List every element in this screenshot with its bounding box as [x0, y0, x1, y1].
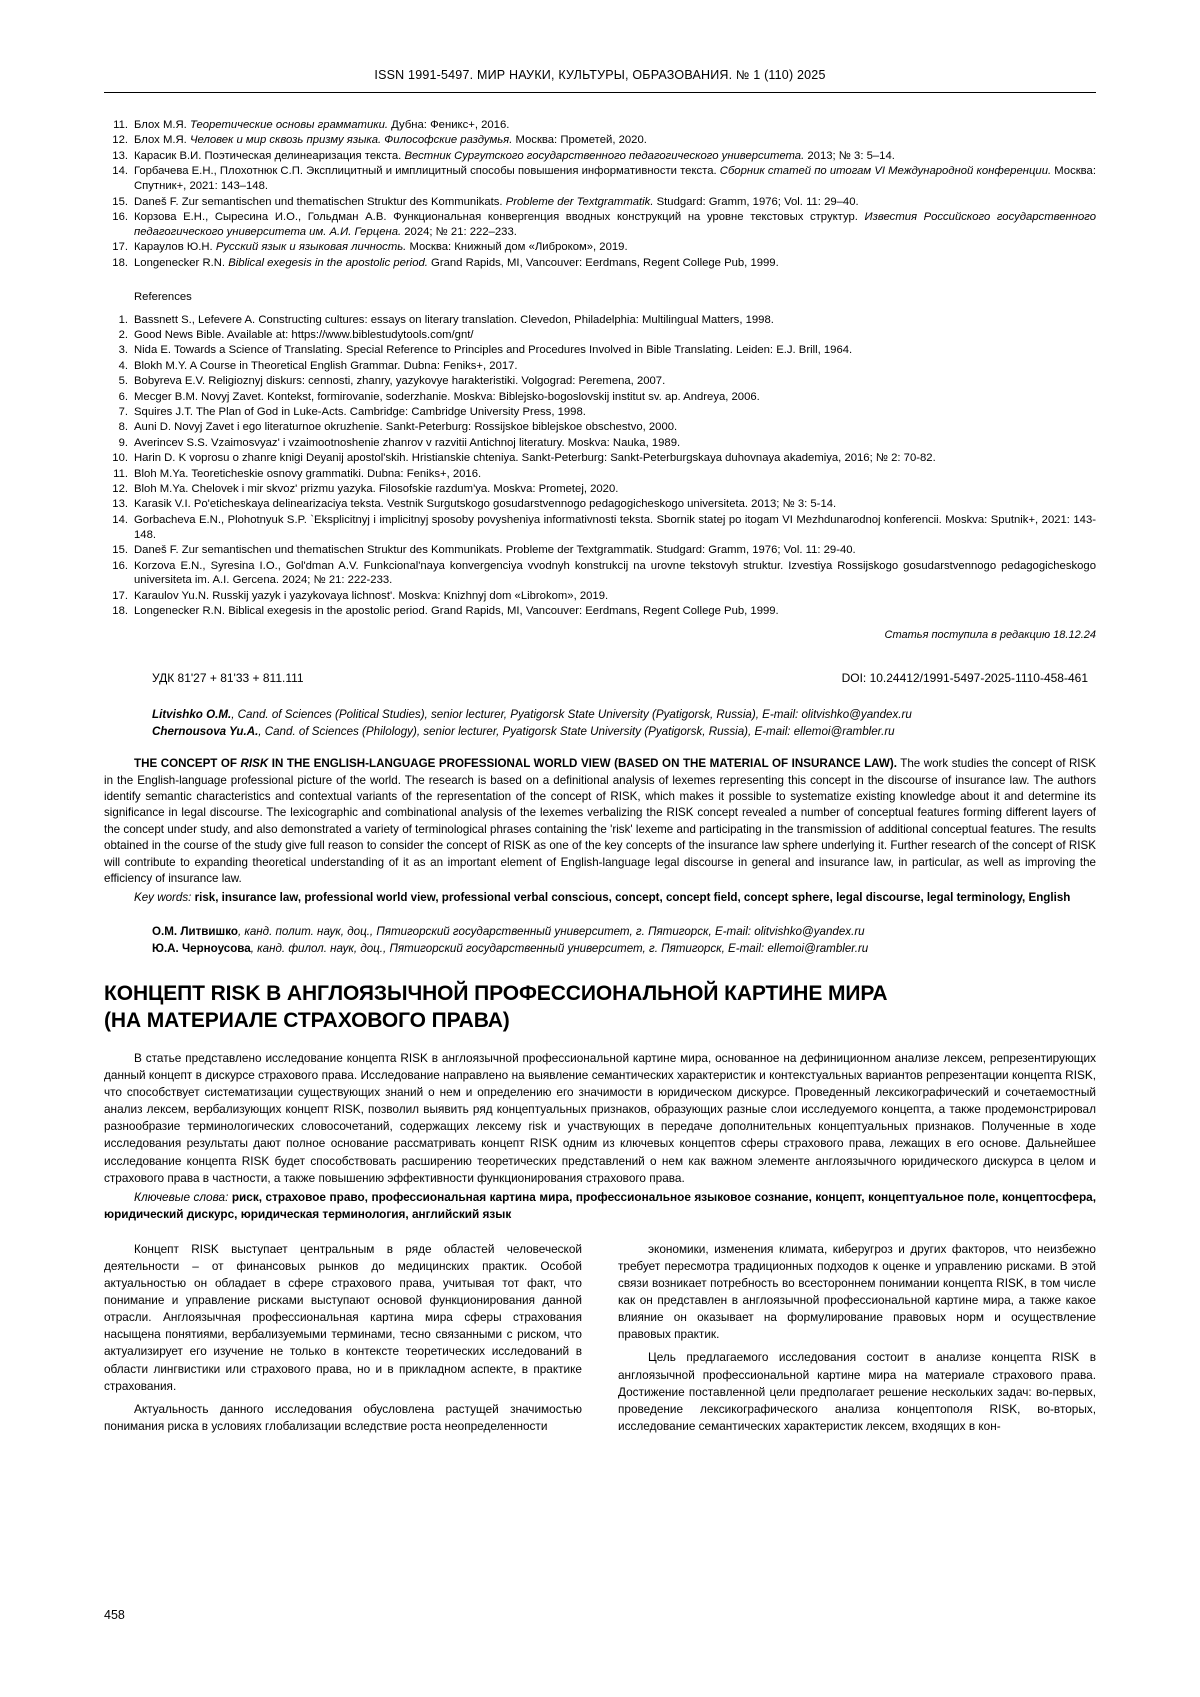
body-columns — [104, 1241, 1096, 1435]
reference-item — [104, 313, 1096, 328]
reference-number: 14. — [112, 513, 128, 526]
reference-number: 13. — [112, 498, 128, 511]
bibliography-transliterated — [104, 313, 1096, 620]
author-name: Litvishko O.M. — [152, 708, 232, 722]
author-affiliation: , Cand. of Sciences (Philology), senior lecturer, Pyatigorsk State University (Pyatigorsk, Russia), E-mail: ellemoi@rambler.ru — [258, 724, 895, 738]
title-english-lead: THE CONCEPT OF — [134, 757, 241, 771]
reference-item — [104, 543, 1096, 558]
keywords-english-label: Key words: — [134, 890, 192, 904]
reference-item — [104, 149, 1096, 164]
reference-item — [104, 256, 1096, 271]
reference-text: Squires J.T. The Plan of God in Luke-Acts. Cambridge: Cambridge University Press, 1998. — [134, 406, 586, 418]
author-affiliation: , канд. полит. наук, доц., Пятигорский государственный университет, г. Пятигорск, E-mail: olitvishko@yandex.ru — [237, 925, 865, 939]
body-column-left — [104, 1241, 582, 1435]
reference-item — [104, 328, 1096, 343]
reference-item — [104, 240, 1096, 255]
reference-item — [104, 118, 1096, 133]
reference-number: 11. — [113, 467, 128, 480]
reference-number: 11. — [113, 119, 128, 131]
reference-text: Блох М.Я. Человек и мир сквозь призму языка. Философские раздумья. Москва: Прометей, 2020. — [134, 134, 647, 147]
author-affiliation: , канд. филол. наук, доц., Пятигорский государственный университет, г. Пятигорск, E-mail: ellemoi@rambler.ru — [250, 941, 869, 955]
doi-code[interactable]: DOI: 10.24412/1991-5497-2025-1110-458-461 — [841, 671, 1088, 686]
reference-number: 9. — [118, 436, 128, 449]
keywords-russian-text: риск, страховое право, профессиональная картина мира, профессиональное языковое сознание, концепт, концептуальное поле, концептосфера, юридический дискурс, юридическая терминология, английский язык — [104, 1189, 1096, 1221]
abstract-english — [104, 756, 1096, 888]
reference-text: Блох М.Я. Теоретические основы грамматики. Дубна: Феникс+, 2016. — [134, 119, 510, 131]
reference-item — [104, 343, 1096, 358]
udk-doi-row — [104, 671, 1096, 685]
reference-number: 16. — [112, 210, 128, 223]
reference-item — [104, 482, 1096, 497]
reference-item — [104, 604, 1096, 619]
reference-text: Good News Bible. Available at: https://www.biblestudytools.com/gnt/ — [134, 328, 474, 341]
reference-number: 4. — [118, 359, 128, 372]
reference-text: Blokh M.Y. A Course in Theoretical English Grammar. Dubna: Feniks+, 2017. — [134, 359, 518, 372]
reference-text: Bobyreva E.V. Religioznyj diskurs: cennosti, zhanry, yazykovye harakteristiki. Volgograd: Peremena, 2007. — [134, 375, 666, 388]
paragraph: Цель предлагаемого исследования состоит в анализе концепта RISK в англоязычной профессиональной картине мира на материале страхового права. Достижение поставленной цели предполагает решение нескольких задач: во-первых, проведение лексикографического анализа концептополя RISK, во-вторых, исследование семантических характеристик лексем, входящих в кон- — [618, 1350, 1096, 1433]
reference-item — [104, 497, 1096, 512]
reference-text: Longenecker R.N. Biblical exegesis in the apostolic period. Grand Rapids, MI, Vancouver: Eerdmans, Regent College Pub, 1999. — [134, 256, 779, 269]
reference-number: 15. — [112, 195, 128, 208]
keywords-russian-label: Ключевые слова: — [134, 1189, 229, 1204]
reference-number: 15. — [112, 544, 128, 557]
udk-code: УДК 81'27 + 81'33 + 811.111 — [152, 671, 304, 686]
keywords-english — [104, 890, 1096, 906]
reference-number: 8. — [118, 421, 128, 434]
reference-text: Averincev S.S. Vzaimosvyaz' i vzaimootnoshenie zhanrov v razvitii Antichnoj literatury. Moskva: Nauka, 1989. — [134, 436, 681, 449]
author-entry — [152, 707, 1096, 723]
reference-item — [104, 359, 1096, 374]
reference-number: 12. — [112, 134, 128, 147]
reference-text: Korzova E.N., Syresina I.O., Gol'dman A.V. Funkcional'naya konvergenciya vvodnyh konstrukcij na urovne tekstovyh struktur. Izvestiya Rossijskogo gosudarstvennogo pedagogicheskogo universiteta im. A.I. Gercena. 2024; № 21: 222-233. — [134, 559, 1096, 587]
author-name: Chernousova Yu.A. — [152, 724, 259, 738]
reference-item — [104, 195, 1096, 210]
reference-number: 17. — [112, 589, 128, 602]
reference-text: Harin D. K voprosu o zhanre knigi Deyanij apostol'skih. Hristianskie chteniya. Sankt-Peterburg: Sankt-Peterburgskaya duhovnaya akademiya, 2016; № 2: 70-82. — [134, 452, 936, 465]
reference-text: Auni D. Novyj Zavet i ego literaturnoe okruzhenie. Sankt-Peterburg: Rossijskoe biblejskoe obschestvo, 2000. — [134, 421, 678, 434]
reference-text: Karasik V.I. Po'eticheskaya delinearizaciya teksta. Vestnik Surgutskogo gosudarstvennogo pedagogicheskogo universiteta. 2013; № 3: 5-14. — [134, 498, 837, 511]
reference-text: Gorbacheva E.N., Plohotnyuk S.P. `Eksplicitnyj i implicitnyj sposoby povysheniya informativnosti teksta. Sbornik statej po itogam VI Mezhdunarodnoj konferencii. Moskva: Sputnik+, 2021: 143-148. — [134, 513, 1096, 541]
title-english-italic: RISK — [240, 757, 269, 771]
reference-text: Горбачева Е.Н., Плохотнюк С.П. Эксплицитный и имплицитный способы повышения информативности текста. Сборник статей по итогам VI Международной конференции. Москва: Спутник+, 2021: 143–148. — [134, 165, 1096, 193]
article-title-russian — [104, 981, 1096, 1034]
keywords-russian — [104, 1189, 1096, 1223]
reference-number: 18. — [112, 605, 128, 618]
author-entry — [152, 724, 1096, 740]
reference-number: 2. — [118, 328, 128, 341]
reference-text: Bassnett S., Lefevere A. Constructing cultures: essays on literary translation. Clevedon, Philadelphia: Multilingual Matters, 1998. — [134, 313, 774, 326]
reference-number: 7. — [118, 406, 128, 418]
reference-item — [104, 390, 1096, 405]
reference-item — [104, 451, 1096, 466]
reference-number: 13. — [112, 149, 128, 162]
reference-item — [104, 405, 1096, 420]
reference-item — [104, 559, 1096, 589]
author-name: О.М. Литвишко — [152, 925, 238, 939]
title-english-rest: IN THE ENGLISH-LANGUAGE PROFESSIONAL WORLD VIEW (BASED ON THE MATERIAL OF INSURANCE LAW). — [268, 757, 897, 771]
references-heading: References — [134, 290, 192, 303]
author-affiliation: , Cand. of Sciences (Political Studies), senior lecturer, Pyatigorsk State University (Pyatigorsk, Russia), E-mail: olitvishko@yandex.ru — [231, 708, 912, 722]
reference-item — [104, 210, 1096, 240]
paragraph: экономики, изменения климата, киберугроз и других факторов, что неизбежно требует пересмотра традиционных подходов к оценке и управлению рисками. В этой связи возникает потребность во всестороннем понимании концепта RISK, в том числе как он представлен в англоязычной профессиональной картине мира, а также какое влияние он оказывает на формулирование правовых норм и осуществление правовых практик. — [618, 1241, 1096, 1342]
reference-item — [104, 513, 1096, 543]
article-title-line-2: (НА МАТЕРИАЛЕ СТРАХОВОГО ПРАВА) — [104, 1008, 510, 1032]
abstract-russian: В статье представлено исследование концепта RISK в англоязычной профессиональной картине мира, основанное на дефиниционном анализе лексем, репрезентирующих данный концепт в дискурсе страхового права. Исследование направлено на выявление семантических характеристик и контекстуальных вариантов репрезентации концепта RISK, что способствует систематизации существующих знаний о нем и определению его значимости в юридическом дискурсе. Проведенный лексикографический и сочетаемостный анализ лексем, вербализующих концепт RISK, позволил выявить ряд концептуальных признаков, образующих разные слои исследуемого концепта, а также продемонстрировал разнообразие терминологических словосочетаний, содержащих лексему risk и участвующих в передаче дополнительных концептуальных признаков. Полученные в ходе исследования результаты дают полное основание рассматривать концепт RISK одним из ключевых концептов сферы страхового права, лежащих в его основе. Дальнейшее исследование концепта RISK будет способствовать расширению теоретических представлений о нем как важном элементе англоязычного юридического дискурса в целом и страхового права в частности, а также повышению эффективности функционирования страхового права. — [104, 1050, 1096, 1185]
reference-text: Корзова Е.Н., Сыресина И.О., Гольдман А.В. Функциональная конвергенция вводных конструкций на уровне текстовых структур. Известия Российского государственного педагогического университета им. А.И. Герцена. 2024; № 21: 222–233. — [134, 210, 1096, 238]
author-name: Ю.А. Черноусова — [152, 941, 251, 955]
reference-number: 17. — [112, 241, 128, 254]
header-divider — [104, 92, 1096, 93]
reference-item — [104, 374, 1096, 389]
reference-item — [104, 164, 1096, 194]
reference-number: 14. — [112, 165, 128, 178]
reference-number: 5. — [118, 375, 128, 388]
page-header: ISSN 1991-5497. МИР НАУКИ, КУЛЬТУРЫ, ОБРАЗОВАНИЯ. № 1 (110) 2025 — [374, 68, 826, 82]
paragraph: Концепт RISK выступает центральным в ряде областей человеческой деятельности – от финансовых рынков до медицинских практик. Особой актуальностью он обладает в сфере страхового права, учитывая тот факт, что понимание и управление рисками выступают основой функционирования данной отрасли. Англоязычная профессиональная картина мира сферы страхования насыщена понятиями, вербализуемыми терминами, тесно связанными с риском, что актуализирует его изучение не только в контексте теоретических исследований в области лингвистики или страхового права, но и в прикладном аспекте, в практике страхования. — [104, 1241, 582, 1393]
reference-number: 10. — [112, 452, 128, 465]
paragraph: Актуальность данного исследования обусловлена растущей значимостью понимания риска в условиях глобализации вследствие роста неопределенности — [104, 1401, 582, 1433]
article-title-line-1: КОНЦЕПТ RISK В АНГЛОЯЗЫЧНОЙ ПРОФЕССИОНАЛЬНОЙ КАРТИНЕ МИРА — [104, 982, 888, 1006]
reference-text: Daneš F. Zur semantischen und thematischen Struktur des Kommunikats. Probleme der Textgrammatik. Studgard: Gramm, 1976; Vol. 11: 29–40. — [134, 195, 859, 208]
author-entry — [152, 941, 1096, 957]
reference-text: Karaulov Yu.N. Russkij yazyk i yazykovaya lichnost'. Moskva: Knizhnyj dom «Librokom», 2019. — [134, 589, 609, 602]
page-content — [104, 118, 1096, 1435]
reference-text: Bloh M.Ya. Teoreticheskie osnovy grammatiki. Dubna: Feniks+, 2016. — [134, 467, 482, 480]
reference-number: 18. — [112, 256, 128, 269]
keywords-english-text: risk, insurance law, professional world view, professional verbal conscious, concept, concept field, concept sphere, legal discourse, legal terminology, English — [191, 890, 1071, 904]
reference-text: Mecger B.M. Novyj Zavet. Kontekst, formirovanie, soderzhanie. Moskva: Biblejsko-bogoslovskij institut sv. ap. Andreya, 2006. — [134, 390, 760, 403]
reference-text: Караулов Ю.Н. Русский язык и языковая личность. Москва: Книжный дом «Либроком», 2019. — [134, 241, 628, 254]
reference-number: 16. — [112, 559, 128, 572]
reference-text: Карасик В.И. Поэтическая делинеаризация текста. Вестник Сургутского государственного педагогического университета. 2013; № 3: 5–14. — [134, 149, 895, 162]
bibliography-russian — [104, 118, 1096, 271]
reference-item — [104, 467, 1096, 482]
page-number: 458 — [104, 1608, 125, 1622]
authors-russian — [104, 924, 1096, 957]
reference-item — [104, 436, 1096, 451]
reference-text: Daneš F. Zur semantischen und thematischen Struktur des Kommunikats. Probleme der Textgrammatik. Studgard: Gramm, 1976; Vol. 11: 29-40. — [134, 544, 856, 557]
reference-number: 12. — [112, 483, 128, 496]
reference-text: Bloh M.Ya. Chelovek i mir skvoz' prizmu yazyka. Filosofskie razdum'ya. Moskva: Prometej, 2020. — [134, 483, 619, 496]
reference-number: 3. — [118, 344, 128, 357]
reference-item — [104, 589, 1096, 604]
abstract-english-text: The work studies the concept of RISK in the English-language professional picture of the world. The research is based on a definitional analysis of lexemes representing this concept in the discourse of insurance law. The authors identify semantic characteristics and contextual variants of the representation of the concept of RISK, which makes it possible to systematize existing knowledge about it and determine its significance in legal discourse. The lexicographic and combinational analysis of the lexemes verbalizing the RISK concept revealed a number of conceptual features forming different layers of the concept under study, and also demonstrated a variety of terminological phrases containing the 'risk' lexeme and participating in the transmission of additional conceptual features. The results obtained in the course of the study give full reason to consider the concept of RISK as one of the key concepts of the insurance law sphere underlying it. Further research of the concept of RISK will contribute to expanding theoretical understanding of it as an important element of English-language legal discourse in general and insurance law, in particular, as well as improving the efficiency of insurance law. — [104, 757, 1096, 886]
reference-number: 1. — [118, 313, 128, 326]
received-note: Статья поступила в редакцию 18.12.24 — [884, 629, 1096, 642]
body-column-right — [618, 1241, 1096, 1435]
reference-item — [104, 133, 1096, 148]
reference-number: 6. — [118, 390, 128, 403]
authors-english — [104, 707, 1096, 740]
author-entry — [152, 924, 1096, 940]
reference-item — [104, 420, 1096, 435]
reference-text: Longenecker R.N. Biblical exegesis in the apostolic period. Grand Rapids, MI, Vancouver: Eerdmans, Regent College Pub, 1999. — [134, 605, 779, 618]
reference-text: Nida E. Towards a Science of Translating. Special Reference to Principles and Procedures Involved in Bible Translating. Leiden: E.J. Brill, 1964. — [134, 344, 853, 357]
